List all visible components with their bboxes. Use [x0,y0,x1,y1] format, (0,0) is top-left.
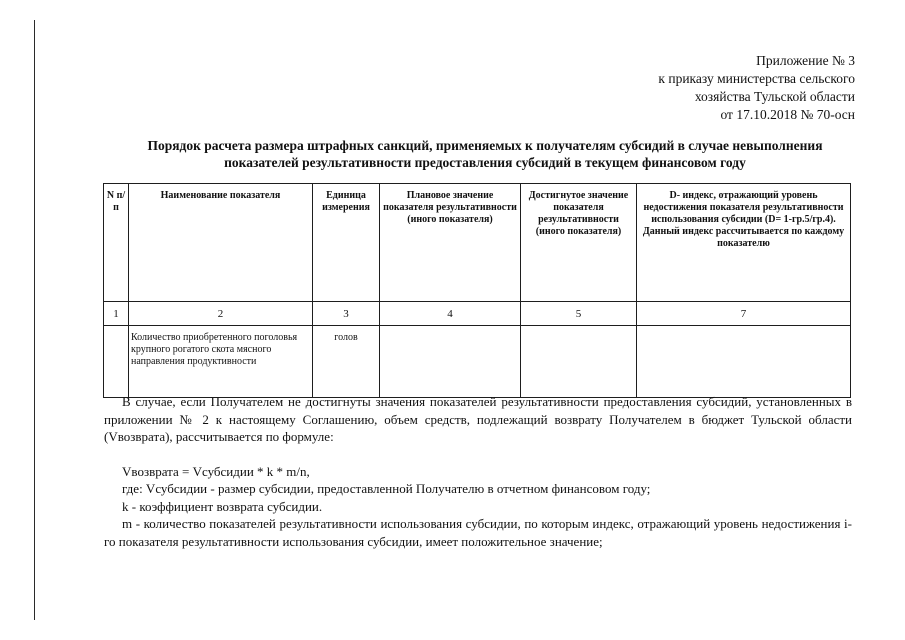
appendix-line: Приложение № 3 [756,53,855,68]
appendix-reference [658,52,855,124]
definition-k: k - коэффициент возврата субсидии. [122,498,323,514]
title-line: показателей результативности предоставления субсидий в текущем финансовом году [224,155,746,170]
column-number-cell: 1 [104,302,129,326]
refund-formula: Vвозврата = Vсубсидии * k * m/n, [122,463,310,479]
page-margin-line [34,20,35,620]
table-cell [521,326,637,398]
table-cell-unit: голов [313,326,380,398]
column-number-cell: 2 [129,302,313,326]
title-line: Порядок расчета размера штрафных санкций, применяемых к получателям субсидий в случае невыполнения [147,138,823,153]
header-cell-unit: Единица измерения [313,184,380,302]
definition-subsidy: где: Vсубсидии - размер субсидии, предоставленной Получателю в отчетном финансовом году; [122,481,651,496]
definition-m: m - количество показателей результативности использования субсидии, по которым индекс, отражающий уровень недостижения i-го показателя результативности использования субсидии, имеет положительное значение; [104,516,852,549]
table-header-row [104,184,851,302]
table-row [104,326,851,398]
column-number-cell: 4 [380,302,521,326]
paragraph-refund-rule: В случае, если Получателем не достигнуты значения показателей результативности предоставления субсидий, установленных в приложении № 2 к настоящему Соглашению, объем средств, подлежащий возврату Получателем в бюджет Тульской области (Vвозврата), рассчитывается по формуле: [104,394,852,444]
column-number-row [104,302,851,326]
header-cell-number: N п/п [104,184,129,302]
header-cell-planned-value: Плановое значение показателя результативности (иного показателя) [380,184,521,302]
penalty-table [103,183,851,398]
header-cell-indicator-name: Наименование показателя [129,184,313,302]
table-cell [380,326,521,398]
table-cell [104,326,129,398]
appendix-line: от 17.10.2018 № 70-осн [720,107,855,122]
appendix-line: хозяйства Тульской области [694,89,855,104]
column-number-cell: 5 [521,302,637,326]
document-title [70,137,900,171]
header-cell-achieved-value: Достигнутое значение показателя результативности (иного показателя) [521,184,637,302]
appendix-line: к приказу министерства сельского [658,71,855,86]
table-cell-indicator: Количество приобретенного поголовья крупного рогатого скота мясного направления продуктивности [129,326,313,398]
body-text [104,393,852,550]
table-cell [637,326,851,398]
header-cell-d-index: D- индекс, отражающий уровень недостижения показателя результативности использования субсидии (D= 1-гр.5/гр.4). Данный индекс рассчитывается по каждому показателю [637,184,851,302]
column-number-cell: 3 [313,302,380,326]
column-number-cell: 7 [637,302,851,326]
